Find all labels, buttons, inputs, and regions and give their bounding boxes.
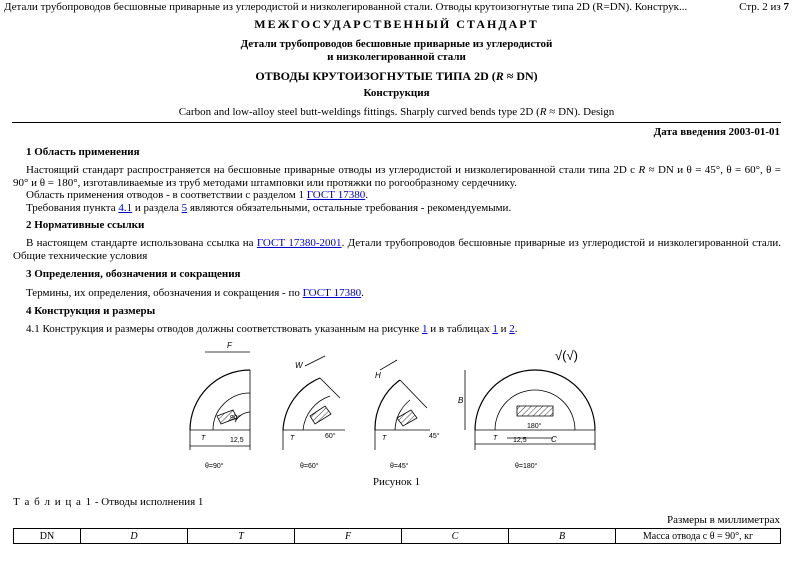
table-1-link[interactable]: 1: [492, 323, 498, 335]
english-r: R: [539, 106, 547, 118]
section-3-title: 3 Определения, обозначения и сокращения: [26, 268, 241, 280]
theta-60-label: θ=60°: [300, 463, 319, 470]
s1-p2a: Область применения отводов - в соответствии с разделом 1: [26, 189, 307, 201]
s1-p3c: являются обязательными, остальные требования - рекомендуемыми.: [187, 202, 512, 214]
label-w: W: [295, 361, 303, 370]
divider: [12, 122, 781, 123]
english-title: [0, 106, 793, 118]
s3-p1a: Термины, их определения, обозначения и сокращения - по: [26, 287, 303, 299]
main-title-r: R: [495, 69, 504, 83]
label-t-d: T: [493, 435, 498, 442]
table-caption-text: - Отводы исполнения 1: [92, 496, 204, 508]
dimensions-table: [13, 528, 781, 544]
table-caption: [13, 496, 203, 508]
section-1-paragraph-3: [13, 202, 781, 215]
s1-p3a: Требования пункта: [26, 202, 119, 214]
s1-p2b: .: [365, 189, 368, 201]
section-1-paragraph-2: [13, 189, 781, 202]
doc-subtitle: Конструкция: [363, 87, 430, 99]
s2-p1b: . Детали трубопроводов бесшовные приварные из углеродистой и низколегированной стали. Общие технические условия: [13, 237, 782, 262]
main-title-a: ОТВОДЫ КРУТОИЗОГНУТЫЕ ТИПА 2D (: [255, 69, 496, 83]
theta-180-label: θ=180°: [515, 463, 538, 470]
gost-17380-link[interactable]: ГОСТ 17380: [306, 189, 366, 201]
page-header: [4, 1, 789, 13]
standard-heading: МЕЖГОСУДАРСТВЕННЫЙ СТАНДАРТ: [254, 17, 539, 31]
label-t-b: T: [290, 435, 295, 442]
section-2-paragraph: [13, 237, 781, 263]
figure-caption: Рисунок 1: [372, 476, 421, 488]
section-4-title: 4 Конструкция и размеры: [26, 305, 156, 317]
header-title: Детали трубопроводов бесшовные приварные из углеродистой и низколегированной стали. Отводы крутоизогнутые типа 2D (R=DN). Конструк...: [4, 1, 688, 13]
theta-45-label: θ=45°: [390, 463, 409, 470]
page-total: 7: [783, 1, 789, 13]
english-b: ≈ DN). Design: [546, 106, 615, 118]
section-4-paragraph: [13, 323, 781, 336]
table-caption-label: Т а б л и ц а 1: [13, 496, 93, 508]
col-b: B: [509, 529, 616, 544]
doc-title-line2: и низколегированной стали: [327, 51, 466, 63]
label-t-a: T: [201, 435, 206, 442]
angle-60: 60°: [325, 433, 336, 440]
col-t: T: [188, 529, 295, 544]
angle-45: 45°: [429, 433, 440, 440]
col-c: C: [402, 529, 509, 544]
col-f: F: [295, 529, 402, 544]
col-d: D: [81, 529, 188, 544]
s1-p3b: и раздела: [132, 202, 182, 214]
section-5-link[interactable]: 5: [181, 202, 188, 214]
label-f: F: [227, 341, 232, 350]
s1-p1b: ≈ DN и θ = 45°, θ = 60°, θ = 90° и θ = 180°, изготавливаемые из труб методами штамповки или протяжки по рогообразному сердечнику.: [13, 164, 781, 189]
gost-17380-link-2[interactable]: ГОСТ 17380: [302, 287, 362, 299]
s2-p1a: В настоящем стандарте использована ссылка на: [26, 237, 257, 249]
effective-date: Дата введения 2003-01-01: [653, 126, 780, 138]
page-indicator: [739, 1, 789, 13]
doc-title: [0, 38, 793, 64]
s4-p1b: и в таблицах: [427, 323, 493, 335]
units-note: Размеры в миллиметрах: [667, 514, 780, 526]
s1-p1a: Настоящий стандарт распространяется на бесшовные приварные отводы из углеродистой и низколегированной стали типа 2D с: [26, 164, 639, 176]
theta-90-label: θ=90°: [205, 463, 224, 470]
point-4-1-link[interactable]: 4.1: [118, 202, 133, 214]
roughness-mark-icon: √(√): [555, 348, 578, 363]
bend-drawings-figure: [175, 338, 615, 474]
s4-p1c: и: [497, 323, 510, 335]
gost-17380-2001-link[interactable]: ГОСТ 17380-2001: [256, 237, 342, 249]
section-1-title: 1 Область применения: [26, 146, 140, 158]
main-title-b: ≈ DN): [503, 69, 538, 83]
english-a: Carbon and low-alloy steel butt-weldings fittings. Sharply curved bends type 2D (: [178, 106, 540, 118]
label-b: B: [458, 396, 464, 405]
section-2-title: 2 Нормативные ссылки: [26, 219, 145, 231]
doc-title-line1: Детали трубопроводов бесшовные приварные из углеродистой: [240, 38, 553, 50]
dim-12-5-a: 12,5: [230, 437, 244, 444]
table-header-row: [14, 529, 781, 544]
doc-main-title: [0, 69, 793, 84]
dim-12-5-b: 12,5: [513, 437, 527, 444]
col-mass: Масса отвода с θ = 90°, кг: [616, 529, 781, 544]
s1-p1r: R: [638, 164, 646, 176]
s4-p1a: 4.1 Конструкция и размеры отводов должны соответствовать указанным на рисунке: [26, 323, 422, 335]
page-prefix: Стр. 2 из: [739, 1, 784, 13]
bend-180-drawing: [465, 370, 595, 450]
section-1-paragraph-1: [13, 164, 781, 190]
label-t-c: T: [382, 435, 387, 442]
section-3-paragraph: [13, 287, 781, 300]
s4-p1d: .: [514, 323, 518, 335]
angle-90: 90°: [230, 415, 241, 422]
figure-1-link[interactable]: 1: [421, 323, 428, 335]
label-c: C: [551, 435, 557, 444]
label-h: H: [375, 371, 381, 380]
table-2-link[interactable]: 2: [509, 323, 515, 335]
bend-90-drawing: [190, 352, 250, 450]
s3-p1b: .: [361, 287, 364, 299]
angle-180: 180°: [527, 423, 542, 430]
col-dn: DN: [14, 529, 81, 544]
